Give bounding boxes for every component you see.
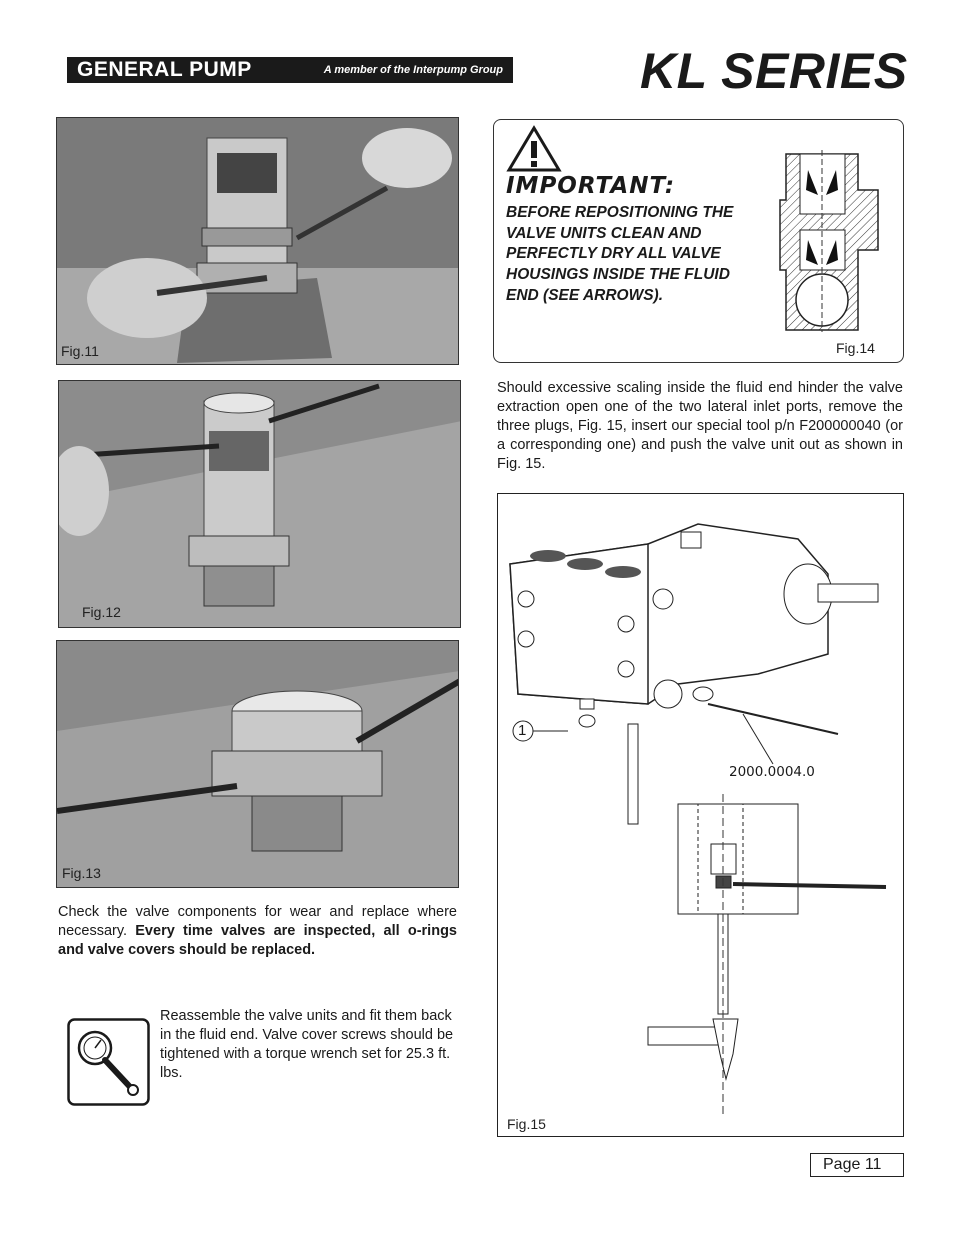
fig15-tool-code: 2000.0004.0 [729, 764, 815, 780]
fig11-label: Fig.11 [61, 343, 99, 359]
scaling-paragraph: Should excessive scaling inside the fluid end hinder the valve extraction open one of the two lateral inlet ports, remove the three plugs, Fig. 15, insert our special tool p/n F200000040 (or a corresponding one) and push the valve unit out as shown in Fig. 15. [497, 380, 903, 472]
fig12-label: Fig.12 [82, 604, 121, 620]
brand-tagline: A member of the Interpump Group [323, 64, 503, 76]
check-paragraph-normal: Check the valve components for wear and replace where necessary. [58, 904, 457, 939]
page-number: Page 11 [810, 1153, 904, 1177]
brand-name: GENERAL PUMP [77, 58, 252, 81]
check-paragraph-bold: Every time valves are inspected, all o-rings and valve covers should be replaced. [58, 923, 457, 958]
fig13-label: Fig.13 [62, 865, 101, 881]
series-title: KL SERIES [640, 43, 908, 99]
fig14-drawing [778, 150, 888, 332]
warning-triangle-icon [506, 125, 562, 173]
fig11-photo [56, 117, 459, 365]
fig15-label: Fig.15 [507, 1116, 546, 1132]
important-title: IMPORTANT: [506, 173, 676, 199]
important-text: BEFORE REPOSITIONING THE VALVE UNITS CLEAN AND PERFECTLY DRY ALL VALVE HOUSINGS INSIDE THE FLUID END (SEE ARROWS). [506, 204, 734, 304]
fig15-drawing [498, 494, 903, 1136]
check-paragraph [58, 903, 457, 960]
reassemble-paragraph: Reassemble the valve units and fit them back in the fluid end. Valve cover screws should be tightened with a torque wrench set for 25.3 ft. lbs. [160, 1008, 454, 1081]
fig15-callout-1: 1 [518, 722, 527, 739]
brand-bar [67, 57, 513, 83]
fig13-photo [56, 640, 459, 888]
torque-wrench-icon [67, 1018, 150, 1106]
fig12-photo [58, 380, 461, 628]
fig14-label: Fig.14 [836, 340, 875, 356]
